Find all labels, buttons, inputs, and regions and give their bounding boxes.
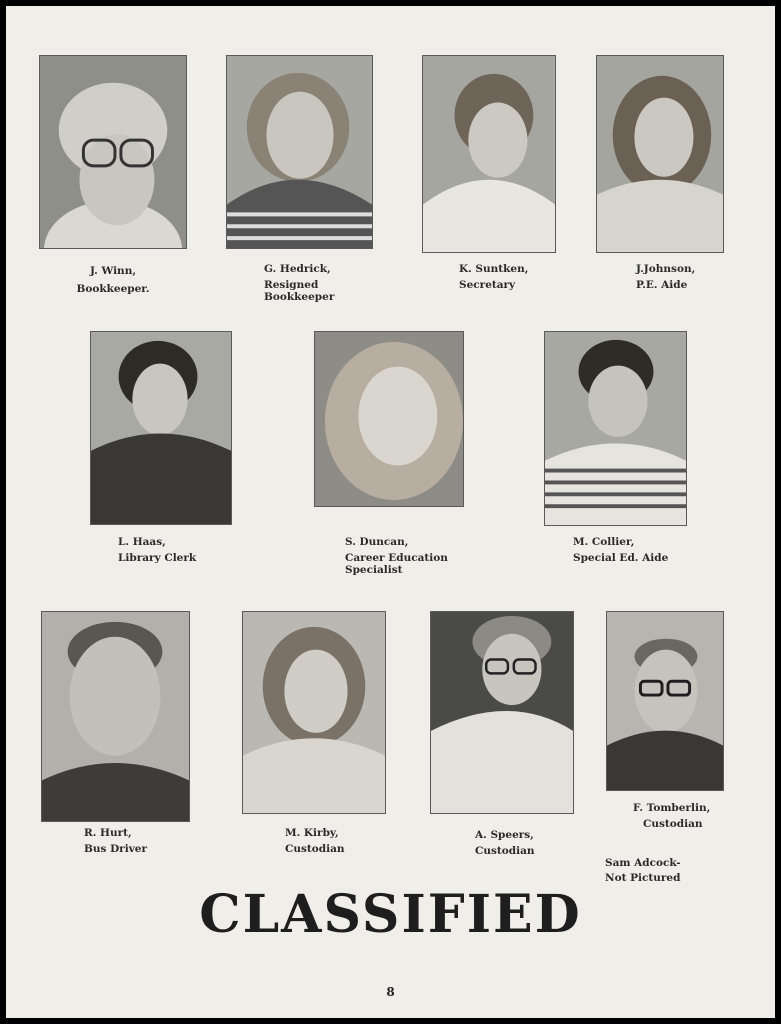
staff-name: G. Hedrick, <box>264 263 331 275</box>
portrait-photo <box>422 55 556 253</box>
staff-role: Custodian <box>285 843 345 855</box>
page-title: CLASSIFIED <box>199 884 582 945</box>
not-pictured-note <box>605 856 681 886</box>
portrait-photo <box>544 331 687 526</box>
staff-name: M. Kirby, <box>285 827 339 839</box>
not-pictured-label: Not Pictured <box>605 872 681 884</box>
staff-role: Special Ed. Aide <box>573 552 669 564</box>
staff-name: F. Tomberlin, <box>633 802 711 814</box>
staff-role: P.E. Aide <box>636 279 688 291</box>
staff-name: L. Haas, <box>118 536 166 548</box>
portrait-photo <box>226 55 373 249</box>
staff-role: Resigned <box>264 279 319 291</box>
staff-name: J. Winn, <box>90 265 136 277</box>
staff-caption <box>84 827 147 855</box>
staff-role: Custodian <box>475 845 535 857</box>
staff-role: Bus Driver <box>84 843 148 855</box>
staff-role: Custodian <box>643 818 703 830</box>
portrait-photo <box>242 611 386 814</box>
staff-role: Secretary <box>459 279 516 291</box>
staff-caption <box>118 536 196 564</box>
portrait-photo <box>39 55 187 249</box>
staff-role: Library Clerk <box>118 552 197 564</box>
staff-name: M. Collier, <box>573 536 635 548</box>
portrait-photo <box>606 611 724 791</box>
staff-name: S. Duncan, <box>345 536 409 548</box>
staff-name: J.Johnson, <box>636 263 696 275</box>
staff-caption <box>285 827 345 855</box>
staff-caption <box>459 263 528 291</box>
portrait-photo <box>90 331 232 525</box>
portrait-photo <box>430 611 574 814</box>
staff-name: A. Speers, <box>475 829 534 841</box>
staff-caption <box>573 536 668 564</box>
portrait-photo <box>596 55 724 253</box>
staff-role: Bookkeeper. <box>76 283 150 295</box>
staff-caption <box>54 265 172 295</box>
staff-name: R. Hurt, <box>84 827 132 839</box>
staff-caption <box>633 802 710 830</box>
staff-role: Specialist <box>345 564 403 576</box>
staff-caption <box>636 263 695 291</box>
staff-caption <box>345 536 448 576</box>
portrait-photo <box>41 611 190 822</box>
staff-role: Bookkeeper <box>264 291 335 303</box>
staff-caption <box>264 263 334 303</box>
staff-caption <box>475 829 535 857</box>
staff-role: Career Education <box>345 552 448 564</box>
page-number: 8 <box>386 985 395 999</box>
staff-name: K. Suntken, <box>459 263 529 275</box>
not-pictured-name: Sam Adcock- <box>605 857 681 869</box>
portrait-photo <box>314 331 464 507</box>
